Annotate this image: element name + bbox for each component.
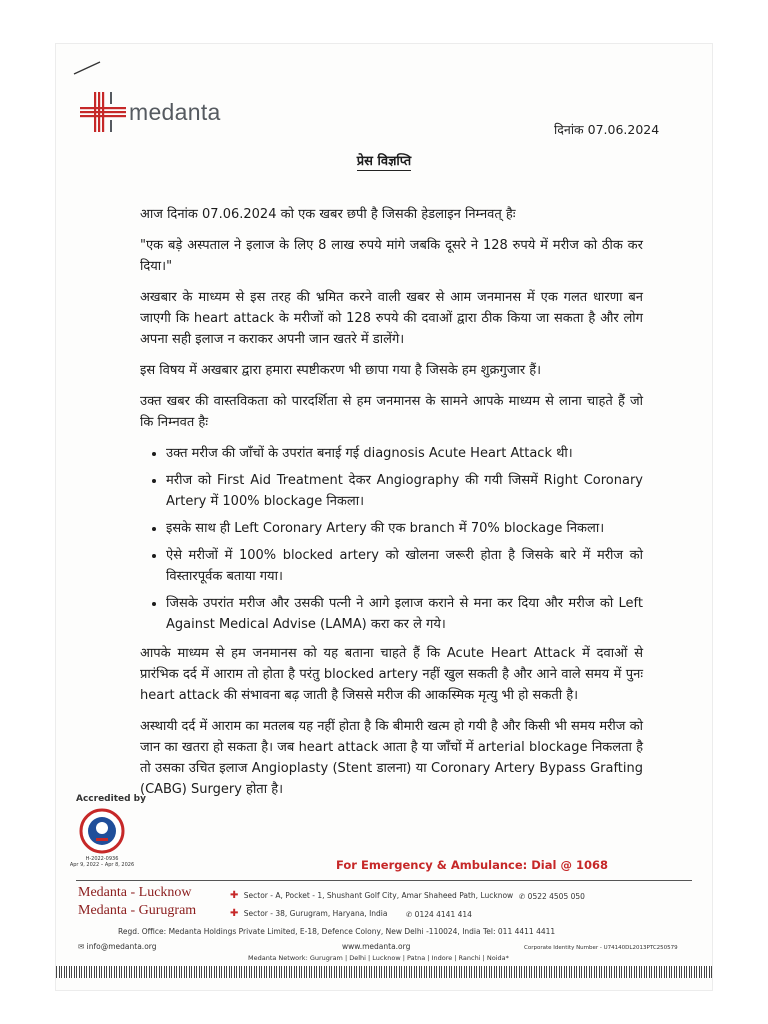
list-item: • मरीज को First Aid Treatment देकर Angiography की गयी जिसमें Right Coronary Artery में 100% blockage निकला।: [166, 470, 643, 512]
medanta-cross-icon: [80, 92, 126, 132]
seal-validity: Apr 9, 2022 – Apr 8, 2026: [69, 862, 135, 868]
paragraph-misleading-news: अखबार के माध्यम से इस तरह की भ्रमित करने वाली खबर से आम जनमानस में एक गलत धारणा बन जाएगी कि heart attack के मरीजों को 128 रुपये की दवाओं द्वारा ठीक किया जा सकता है और लोग अपना सही इलाज न कराकर अपनी जान खतरे में डालेंगे।: [140, 290, 643, 347]
email-address: info@medanta.org: [86, 942, 157, 951]
medanta-logo: [80, 92, 221, 132]
footer-divider: [76, 880, 692, 881]
brand-name: medanta: [129, 98, 221, 125]
registered-office: Regd. Office: Medanta Holdings Private Limited, E-18, Defence Colony, New Delhi -110024, India Tel: 011 4411 4411: [118, 927, 556, 936]
emergency-line: For Emergency & Ambulance: Dial @ 1068: [336, 858, 608, 872]
accredited-label: Accredited by: [76, 794, 146, 804]
phone-icon: ✆: [406, 910, 415, 919]
paragraph-headline-quote: "एक बड़े अस्पताल ने इलाज के लिए 8 लाख रुपये मांगे जबकि दूसरे ने 128 रुपये में मरीज को ठीक कर दिया।": [140, 238, 643, 274]
phone-lucknow: 0522 4505 050: [527, 892, 585, 901]
address-lucknow: Sector - A, Pocket - 1, Shushant Golf City, Amar Shaheed Path, Lucknow: [243, 891, 514, 900]
corporate-identity-number: Corporate Identity Number - U74140DL2013PTC250579: [524, 945, 678, 951]
barcode-strip: [56, 966, 712, 978]
paragraph-clarification: इस विषय में अखबार द्वारा हमारा स्पष्टीकरण भी छापा गया है जिसके हम शुक्रगुजार हैं।: [140, 363, 542, 378]
paragraph-facts-intro: उक्त खबर की वास्तविकता को पारदर्शिता से हम जनमानस के सामने आपके माध्यम से लाना चाहते हैं जो कि निम्नवत हैः: [140, 394, 643, 430]
pen-mark: [72, 60, 102, 76]
phone-gurugram-row: [406, 910, 472, 919]
page-title: [0, 151, 768, 169]
phone-lucknow-row: [519, 892, 585, 901]
medanta-network: Medanta Network: Gurugram | Delhi | Lucknow | Patna | Indore | Ranchi | Noida*: [248, 954, 509, 962]
cross-icon: ✚: [230, 908, 239, 919]
facts-list: [140, 443, 643, 635]
list-item: • ऐसे मरीजों में 100% blocked artery को खोलना जरूरी होता है जिसके बारे में मरीज को विस्तारपूर्वक बताया गया।: [166, 545, 643, 587]
paragraph-medication-risk: आपके माध्यम से हम जनमानस को यह बताना चाहते हैं कि Acute Heart Attack में दवाओं से प्रारंभिक दर्द में आराम तो होता है परंतु blocked artery नहीं खुल सकती है और आने वाले समय में पुनः heart attack की संभावना बढ़ जाती है जिससे मरीज की आकस्मिक मृत्यु भी हो सकती है।: [140, 646, 643, 703]
paragraph-treatment: अस्थायी दर्द में आराम का मतलब यह नहीं होता है कि बीमारी खत्म हो गयी है और किसी भी समय मरीज को जान का खतरा हो सकता है। जब heart attack आता है या जाँचों में arterial blockage निकलता है तो उसका उचित इलाज Angioplasty (Stent डालना) या Coronary Artery Bypass Grafting (CABG) Surgery होता है।: [140, 719, 643, 797]
phone-icon: ✆: [519, 892, 528, 901]
list-item: • उक्त मरीज की जाँचों के उपरांत बनाई गई diagnosis Acute Heart Attack थी।: [166, 443, 643, 464]
nabh-seal-icon: [79, 808, 125, 854]
center-lucknow: Medanta - Lucknow: [78, 885, 192, 900]
center-names: [78, 884, 196, 920]
page-title-text: प्रेस विज्ञप्ति: [356, 154, 412, 169]
phone-gurugram: 0124 4141 414: [414, 910, 472, 919]
email-row: [78, 942, 157, 951]
paragraph-intro: आज दिनांक 07.06.2024 को एक खबर छपी है जिसकी हेडलाइन निम्नवत् हैः: [140, 207, 516, 222]
address-gurugram-row: [230, 908, 387, 919]
list-item: • जिसके उपरांत मरीज और उसकी पत्नी ने आगे इलाज कराने से मना कर दिया और मरीज को Left Against Medical Advise (LAMA) करा कर ले गये।: [166, 593, 643, 635]
seal-certificate-number: H-2022-0936: [85, 856, 119, 862]
website: www.medanta.org: [342, 942, 411, 951]
cross-icon: ✚: [230, 890, 239, 901]
center-gurugram: Medanta - Gurugram: [78, 903, 197, 918]
seal-info: [64, 856, 140, 868]
mail-icon: ✉: [78, 942, 87, 951]
list-item: • इसके साथ ही Left Coronary Artery की एक branch में 70% blockage निकला।: [166, 518, 643, 539]
document-date: दिनांक 07.06.2024: [554, 122, 660, 137]
address-lucknow-row: [230, 890, 513, 901]
document-body: [140, 204, 643, 810]
address-gurugram: Sector - 38, Gurugram, Haryana, India: [243, 909, 388, 918]
